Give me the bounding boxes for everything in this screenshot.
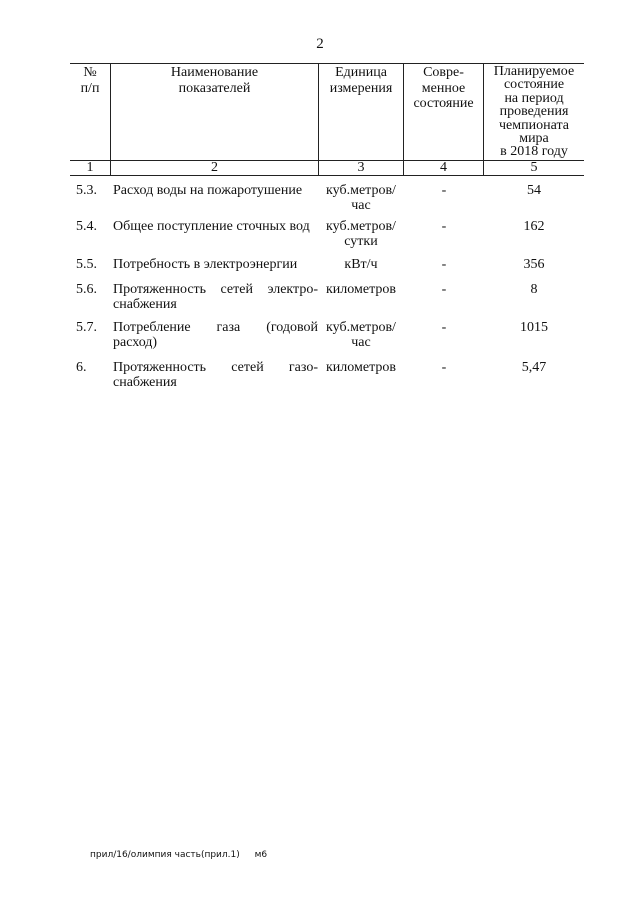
row-unit xyxy=(320,257,402,272)
footer-code: м6 xyxy=(254,850,268,860)
unit-text: час xyxy=(351,198,371,213)
header-text: Единица xyxy=(335,65,387,80)
unit-text: куб.метров/ xyxy=(326,320,396,335)
unit-text: километров xyxy=(326,360,396,375)
header-bottom-border xyxy=(70,175,584,176)
row-planned-value: 5,47 xyxy=(521,360,547,375)
row-number: 5.5. xyxy=(76,257,97,272)
header-text: № xyxy=(83,65,97,80)
header-text: менное xyxy=(421,80,466,96)
header-text: состояние xyxy=(413,96,474,111)
table-header xyxy=(70,63,584,176)
header-text: п/п xyxy=(80,80,100,96)
row-number: 5.4. xyxy=(76,219,97,234)
row-indicator-name: Потребность в электроэнергии xyxy=(113,257,298,272)
footer-file-path: прил/16/олимпия часть(прил.1) xyxy=(90,850,240,860)
header-text: Совре- xyxy=(423,65,464,80)
row-indicator-name: Потребление газа (годовой расход) xyxy=(113,320,318,350)
row-planned-value: 162 xyxy=(523,219,545,234)
row-indicator-name: Общее поступление сточных вод xyxy=(113,219,310,234)
row-planned-value: 356 xyxy=(523,257,545,272)
header-text: проведения xyxy=(499,104,569,120)
unit-text: километров xyxy=(326,282,396,297)
unit-text: куб.метров/ xyxy=(326,219,396,234)
row-indicator-name: Протяженность сетей газо-снабжения xyxy=(113,360,318,390)
row-current-value: - xyxy=(441,257,447,272)
page-number: 2 xyxy=(316,36,324,52)
row-unit xyxy=(320,219,402,249)
row-indicator-name: Расход воды на пожаротушение xyxy=(113,183,303,198)
column-number: 4 xyxy=(440,160,447,175)
header-text: мира xyxy=(519,131,549,147)
row-planned-value: 54 xyxy=(527,183,541,198)
row-current-value: - xyxy=(441,219,447,234)
header-cell-current xyxy=(404,65,483,112)
header-cell-unit xyxy=(319,65,403,96)
header-text: состояние xyxy=(503,77,565,93)
row-unit xyxy=(320,282,402,297)
row-planned-value: 1015 xyxy=(520,320,548,335)
row-unit xyxy=(320,320,402,350)
column-number: 2 xyxy=(211,160,218,175)
row-current-value: - xyxy=(441,183,447,198)
document-footer xyxy=(90,850,267,860)
header-text: измерения xyxy=(329,80,393,96)
header-cell-number xyxy=(70,65,110,96)
header-text: Наименование xyxy=(170,65,259,80)
header-text: на период xyxy=(504,90,564,106)
header-text: в 2018 году xyxy=(500,144,568,160)
row-number: 6. xyxy=(76,360,87,375)
row-unit xyxy=(320,183,402,213)
row-indicator-name: Протяженность сетей электро-снабжения xyxy=(113,282,318,312)
unit-text: куб.метров/ xyxy=(326,183,396,198)
header-text: Планируемое xyxy=(493,64,575,79)
column-number: 1 xyxy=(86,160,94,175)
header-text: чемпионата xyxy=(499,117,569,133)
row-number: 5.3. xyxy=(76,183,97,198)
unit-text: сутки xyxy=(344,234,378,249)
unit-text: кВт/ч xyxy=(344,257,378,272)
row-current-value: - xyxy=(441,360,447,375)
row-current-value: - xyxy=(441,282,447,297)
row-planned-value: 8 xyxy=(530,282,538,297)
row-current-value: - xyxy=(441,320,447,335)
column-number: 3 xyxy=(357,160,365,175)
unit-text: час xyxy=(351,335,371,350)
header-text: показателей xyxy=(178,80,251,96)
row-unit xyxy=(320,360,402,375)
row-number: 5.6. xyxy=(76,282,97,297)
header-cell-planned xyxy=(484,65,584,159)
header-cell-name xyxy=(111,65,318,96)
column-number: 5 xyxy=(530,160,538,175)
row-number: 5.7. xyxy=(76,320,97,335)
